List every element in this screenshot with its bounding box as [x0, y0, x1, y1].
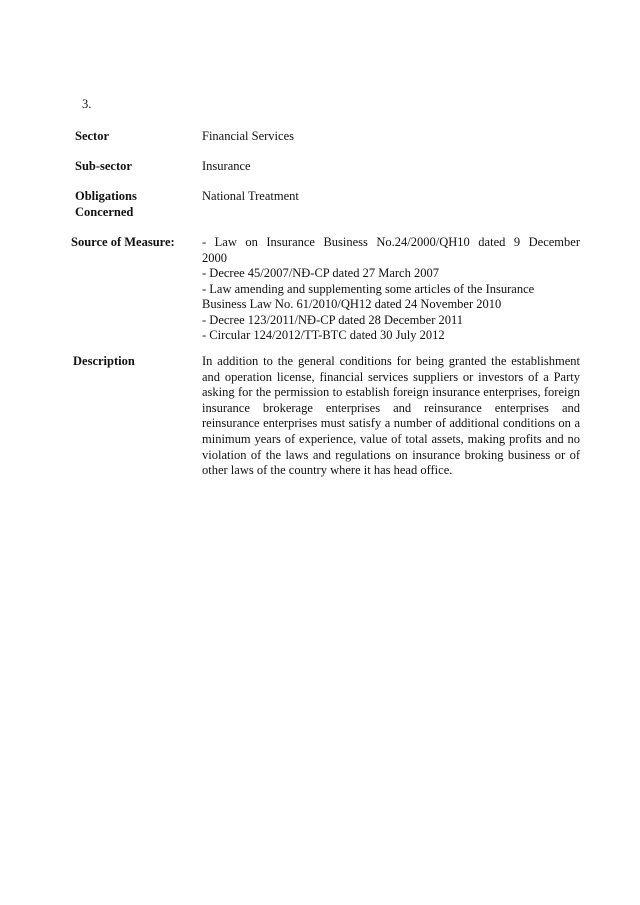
obligations-label: Obligations Concerned [75, 189, 137, 219]
source-line: Business Law No. 61/2010/QH12 dated 24 November 2010 [202, 297, 502, 311]
description-label: Description [73, 354, 135, 368]
obligations-value: National Treatment [202, 189, 299, 203]
source-line: - Decree 123/2011/NĐ-CP dated 28 December 2011 [202, 312, 464, 327]
source-line: 2000 [202, 250, 227, 265]
source-of-measure-label: Source of Measure: [71, 235, 175, 249]
sector-label: Sector [75, 129, 110, 143]
sub-sector-value: Insurance [202, 159, 251, 173]
source-line: - Decree 45/2007/NĐ-CP dated 27 March 2007 [202, 266, 439, 280]
source-line: - Law amending and supplementing some articles of the Insurance [202, 281, 535, 296]
source-of-measure-list [202, 235, 580, 344]
description-text: In addition to the general conditions for being granted the establishment and operation license, financial services suppliers or investors of a Party asking for the permission to establish foreign insurance enterprises, foreign insurance brokerage enterprises and reinsurance enterprises and reinsurance enterprises must satisfy a number of additional conditions on a minimum years of experience, value of total assets, making profits and no violation of the laws and regulations on insurance broking business or of other laws of the country where it has head office. [202, 354, 580, 478]
sector-value: Financial Services [202, 129, 294, 143]
item-number: 3. [82, 97, 92, 111]
sub-sector-label: Sub-sector [75, 159, 132, 173]
source-line: - Law on Insurance Business No.24/2000/QH10 dated 9 December [202, 235, 580, 249]
source-line: - Circular 124/2012/TT-BTC dated 30 July 2012 [202, 328, 445, 342]
